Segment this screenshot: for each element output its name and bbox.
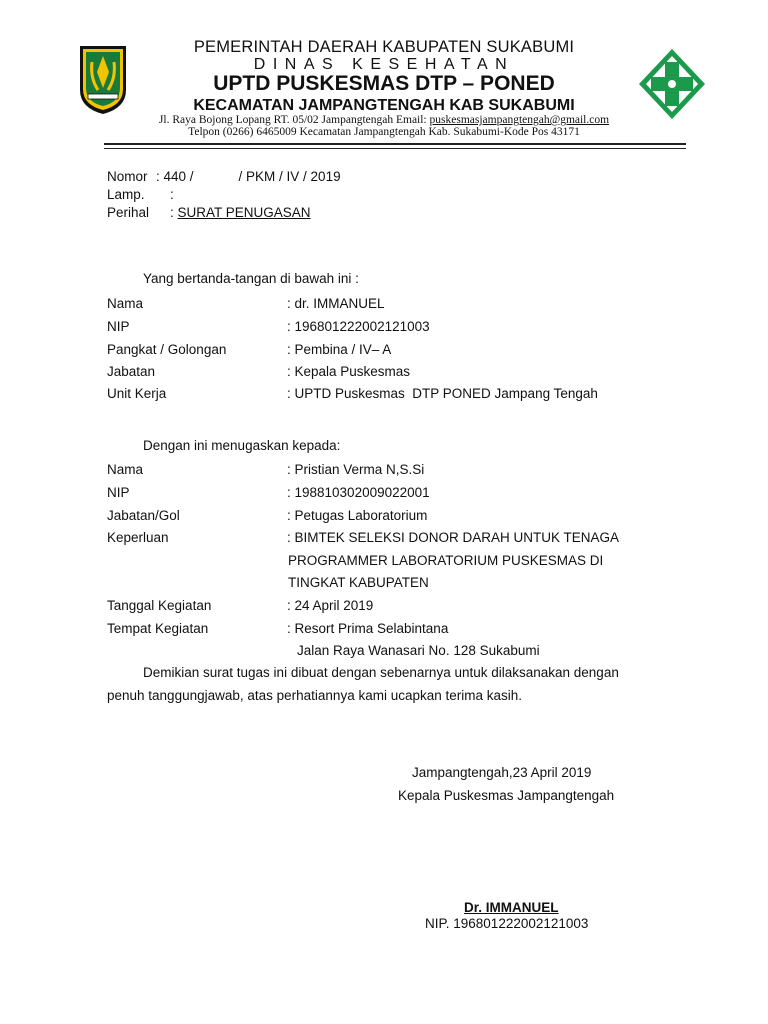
field-value: : dr. IMMANUEL bbox=[287, 296, 385, 311]
address-text: Jl. Raya Bojong Lopang RT. 05/02 Jampangtengah Email: bbox=[158, 114, 430, 126]
nomor-row bbox=[107, 169, 341, 184]
letterhead-phone: Telpon (0266) 6465009 Kecamatan Jampangtengah Kab. Sukabumi-Kode Pos 43171 bbox=[188, 126, 580, 138]
field-label: Unit Kerja bbox=[107, 386, 167, 401]
field-value: : Kepala Puskesmas bbox=[287, 364, 411, 379]
signature-position: Kepala Puskesmas Jampangtengah bbox=[398, 788, 615, 803]
letterhead-rule-thin bbox=[104, 148, 686, 149]
intro-assignee: Dengan ini menugaskan kepada: bbox=[143, 438, 341, 453]
lamp-row bbox=[107, 187, 174, 202]
field-label: Keperluan bbox=[107, 530, 169, 545]
closing-line1: Demikian surat tugas ini dibuat dengan sebenarnya untuk dilaksanakan dengan bbox=[143, 665, 619, 680]
field-label: Nama bbox=[107, 462, 144, 477]
field-value: : 198810302009022001 bbox=[287, 485, 430, 500]
field-value: : Pristian Verma N,S.Si bbox=[287, 462, 425, 477]
lamp-value: : bbox=[170, 187, 174, 202]
signature-place-date: Jampangtengah,23 April 2019 bbox=[412, 765, 592, 780]
field-label: Nama bbox=[107, 296, 144, 311]
field-label: Tanggal Kegiatan bbox=[107, 598, 212, 613]
intro-signer: Yang bertanda-tangan di bawah ini : bbox=[143, 271, 359, 286]
field-label: Jabatan/Gol bbox=[107, 508, 180, 523]
tempat-line2: Jalan Raya Wanasari No. 128 Sukabumi bbox=[297, 643, 540, 658]
field-value: : Resort Prima Selabintana bbox=[287, 621, 449, 636]
perihal-row bbox=[107, 205, 311, 220]
field-value: : BIMTEK SELEKSI DONOR DARAH UNTUK TENAGA bbox=[287, 530, 620, 545]
signature-name: Dr. IMMANUEL bbox=[464, 900, 559, 915]
field-value: : 196801222002121003 bbox=[287, 319, 430, 334]
field-label: NIP bbox=[107, 319, 130, 334]
letterhead-institution: UPTD PUSKESMAS DTP – PONED bbox=[213, 72, 555, 95]
signature-nip: NIP. 196801222002121003 bbox=[425, 916, 589, 931]
letterhead-government: PEMERINTAH DAERAH KABUPATEN SUKABUMI bbox=[193, 38, 575, 56]
field-label: Pangkat / Golongan bbox=[107, 342, 227, 357]
keperluan-line2: PROGRAMMER LABORATORIUM PUSKESMAS DI bbox=[288, 553, 604, 568]
field-label: NIP bbox=[107, 485, 130, 500]
field-value: : 24 April 2019 bbox=[287, 598, 374, 613]
letterhead-address bbox=[0, 114, 768, 126]
letterhead-department: DINAS KESEHATAN bbox=[253, 56, 515, 73]
letterhead-district: KECAMATAN JAMPANGTENGAH KAB SUKABUMI bbox=[193, 97, 575, 114]
perihal-value: SURAT PENUGASAN bbox=[177, 205, 311, 220]
perihal-label: Perihal bbox=[107, 205, 150, 220]
nomor-value: : 440 / / PKM / IV / 2019 bbox=[156, 169, 341, 184]
field-label: Tempat Kegiatan bbox=[107, 621, 209, 636]
keperluan-line3: TINGKAT KABUPATEN bbox=[288, 575, 429, 590]
field-value: : UPTD Puskesmas DTP PONED Jampang Tengah bbox=[287, 386, 598, 401]
field-value: : Petugas Laboratorium bbox=[287, 508, 428, 523]
nomor-label: Nomor bbox=[107, 169, 148, 184]
closing-line2: penuh tanggungjawab, atas perhatiannya kami ucapkan terima kasih. bbox=[107, 688, 523, 703]
lamp-label: Lamp. bbox=[107, 187, 145, 202]
field-label: Jabatan bbox=[107, 364, 156, 379]
perihal-colon: : bbox=[170, 205, 178, 220]
letterhead-rule-thick bbox=[104, 143, 686, 145]
email-link[interactable]: puskesmasjampangtengah@gmail.com bbox=[429, 114, 610, 126]
field-value: : Pembina / IV– A bbox=[287, 342, 392, 357]
